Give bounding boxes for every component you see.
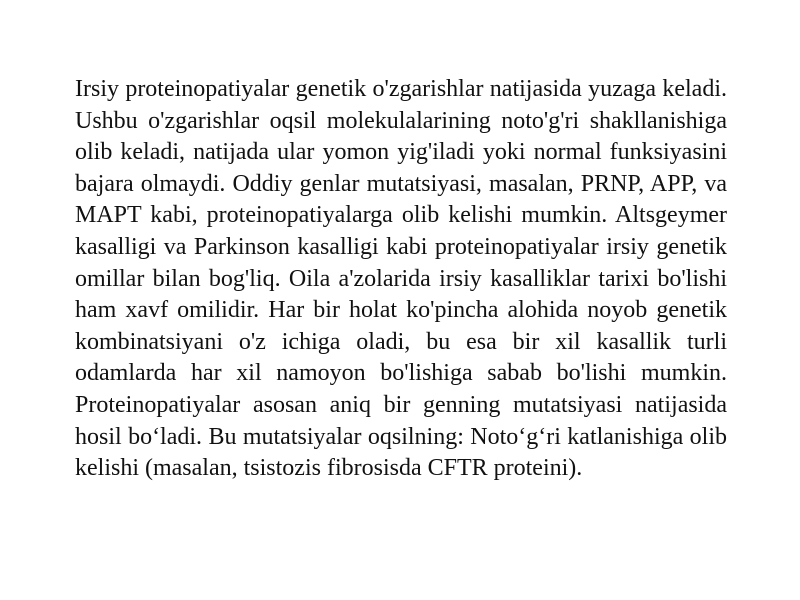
body-paragraph: Irsiy proteinopatiyalar genetik o'zgarishlar natijasida yuzaga keladi. Ushbu o'zgarishlar oqsil molekulalarining noto'g'ri shakllanishiga olib keladi, natijada ular yomon yig'iladi yoki normal funksiyasini bajara olmaydi. Oddiy genlar mutatsiyasi, masalan, PRNP, APP, va MAPT kabi, proteinopatiyalarga olib kelishi mumkin. Altsgeymer kasalligi va Parkinson kasalligi kabi proteinopatiyalar irsiy genetik omillar bilan bog'liq. Oila a'zolarida irsiy kasalliklar tarixi bo'lishi ham xavf omilidir. Har bir holat ko'pincha alohida noyob genetik kombinatsiyani o'z ichiga oladi, bu esa bir xil kasallik turli odamlarda har xil namoyon bo'lishiga sabab bo'lishi mumkin. Proteinopatiyalar asosan aniq bir genning mutatsiyasi natijasida hosil bo‘ladi. Bu mutatsiyalar oqsilning: Noto‘g‘ri katlanishiga olib kelishi (masalan, tsistozis fibrosisda CFTR proteini). bbox=[75, 76, 727, 482]
